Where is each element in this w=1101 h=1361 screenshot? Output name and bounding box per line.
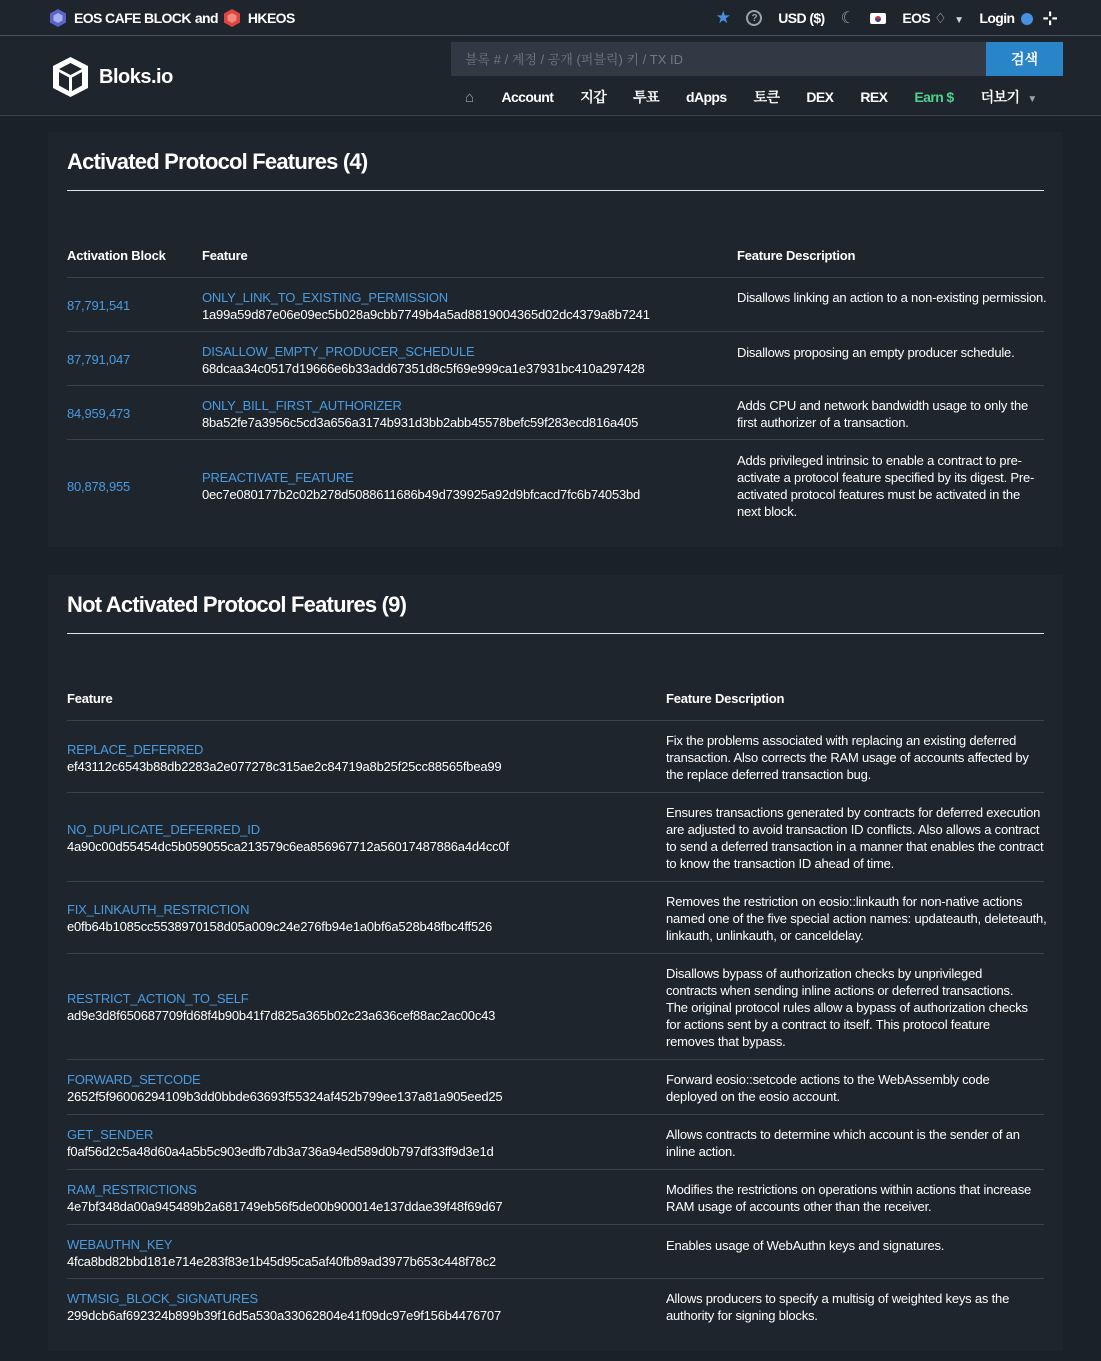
table-row <box>67 882 1047 954</box>
promo-and: and <box>194 10 218 26</box>
feature-cell <box>67 901 492 935</box>
help-icon[interactable]: ? <box>746 10 762 26</box>
nav-rex[interactable]: REX <box>860 89 888 105</box>
feature-digest: ad9e3d8f650687709fd68f4b90b41f7d825a365b02c23a636cef88ac2ac00c43 <box>67 1008 496 1023</box>
table-row <box>67 793 1044 882</box>
feature-name-link[interactable]: FORWARD_SETCODE <box>67 1072 201 1087</box>
table-header <box>67 691 1044 721</box>
chevron-down-icon: ▼ <box>1027 94 1037 105</box>
nav-more-label: 더보기 <box>980 89 1020 105</box>
feature-cell <box>67 1071 502 1105</box>
nav-wallet[interactable]: 지갑 <box>580 89 607 105</box>
nav-earn[interactable]: Earn $ <box>914 89 954 105</box>
login-badge-icon <box>1021 13 1033 25</box>
currency-selector[interactable]: USD ($) <box>778 10 825 26</box>
feature-description: Removes the restriction on eosio::linkauth for non-native actions named one of the five special action names: updateauth, deleteauth, linkauth, unlinkauth, or canceldelay. <box>666 894 1047 943</box>
feature-digest: f0af56d2c5a48d60a4a5b5c903edfb7db3a736a94ed589d0b797df33ff9d3e1d <box>67 1144 494 1159</box>
table-row <box>67 332 1044 386</box>
not-activated-table <box>67 691 1047 1339</box>
feature-description: Adds privileged intrinsic to enable a contract to pre-activate a protocol feature specified by its digest. Pre-activated protocol features must be activated in the next block. <box>737 453 1035 519</box>
feature-description: Ensures transactions generated by contracts for deferred execution are adjusted to avoid transaction ID conflicts. Also allows a contract to send a deferred transaction in a manner that enables the contract to know the transaction ID ahead of time. <box>666 805 1044 871</box>
header-feature: Feature <box>67 691 113 706</box>
activation-block-link[interactable]: 87,791,047 <box>67 352 131 367</box>
header-feature: Feature <box>202 248 248 263</box>
activated-table <box>67 248 1047 530</box>
feature-name-link[interactable]: ONLY_LINK_TO_EXISTING_PERMISSION <box>202 290 448 305</box>
feature-description: Enables usage of WebAuthn keys and signatures. <box>666 1238 945 1253</box>
promo-name-2: HKEOS <box>247 10 295 26</box>
feature-name-link[interactable]: RESTRICT_ACTION_TO_SELF <box>67 991 249 1006</box>
eos-icon: ♢ <box>934 9 947 26</box>
feature-name-link[interactable]: WEBAUTHN_KEY <box>67 1237 173 1252</box>
feature-description: Adds CPU and network bandwidth usage to only the first authorizer of a transaction. <box>737 398 1029 430</box>
title-divider <box>67 190 1044 191</box>
feature-name-link[interactable]: RAM_RESTRICTIONS <box>67 1182 197 1197</box>
search-input[interactable] <box>451 42 986 76</box>
feature-description: Disallows proposing an empty producer schedule. <box>737 345 1015 360</box>
feature-cell <box>202 469 640 503</box>
table-row <box>67 1279 1044 1339</box>
header-feature-description: Feature Description <box>737 248 856 263</box>
search-bar <box>451 42 1063 76</box>
not-activated-features-card <box>48 575 1063 1351</box>
feature-cell <box>202 397 638 431</box>
feature-digest: 68dcaa34c0517d19666e6b33add67351d8c5f69e999ca1e37931bc410a297428 <box>202 361 645 376</box>
feature-digest: 8ba52fe7a3956c5cd3a656a3174b931d3bb2abb45578befc59f283ecd816a405 <box>202 415 639 430</box>
header-feature-description: Feature Description <box>666 691 785 706</box>
feature-name-link[interactable]: PREACTIVATE_FEATURE <box>202 470 354 485</box>
not-activated-title: Not Activated Protocol Features (9) <box>67 592 407 617</box>
table-row <box>67 440 1044 530</box>
feature-cell <box>67 1236 496 1270</box>
brand-name: Bloks.io <box>99 65 173 88</box>
table-row <box>67 721 1044 793</box>
bloks-cube-logo-icon <box>50 55 91 99</box>
site-logo[interactable] <box>50 55 173 99</box>
producer-promo[interactable] <box>48 0 295 36</box>
table-row <box>67 1170 1044 1225</box>
network-label: EOS <box>902 9 931 26</box>
feature-cell <box>202 343 645 377</box>
activation-block-link[interactable]: 87,791,541 <box>67 298 131 313</box>
feature-name-link[interactable]: GET_SENDER <box>67 1127 154 1142</box>
nav-vote[interactable]: 투표 <box>633 89 659 105</box>
top-bar <box>0 0 1101 36</box>
dark-mode-moon-icon[interactable]: ☾ <box>840 10 855 27</box>
feature-name-link[interactable]: WTMSIG_BLOCK_SIGNATURES <box>67 1291 258 1306</box>
search-button[interactable]: 검색 <box>986 42 1063 76</box>
feature-cell <box>67 1126 494 1160</box>
feature-description: Fix the problems associated with replacing an existing deferred transaction. Also corrects the RAM usage of accounts affected by the replace deferred transaction bug. <box>666 733 1029 782</box>
header-activation-block: Activation Block <box>67 248 166 263</box>
table-row <box>67 954 1044 1060</box>
feature-description: Forward eosio::setcode actions to the WebAssembly code deployed on the eosio account. <box>666 1072 990 1104</box>
nav-more[interactable] <box>981 87 1037 107</box>
main-nav <box>465 86 1064 108</box>
feature-cell <box>202 289 650 323</box>
hkeos-logo-icon <box>222 8 242 28</box>
nav-dapps[interactable]: dApps <box>686 89 727 105</box>
feature-description: Disallows bypass of authorization checks by unprivileged contracts when sending inline actions or deferred transactions. The original protocol rules allow a bypass of authorization checks for actions sent by a contract to itself. This protocol feature removes that bypass. <box>666 966 1028 1049</box>
feature-digest: 2652f5f96006294109b3dd0bbde63693f55324af452b799ee137a81a905eed25 <box>67 1089 503 1104</box>
login-label: Login <box>979 10 1015 26</box>
table-row <box>67 1225 1044 1279</box>
feature-cell <box>67 1181 502 1215</box>
feature-digest: ef43112c6543b88db2283a2e077278c315ae2c84719a8b25f25cc88565fbea99 <box>67 759 502 774</box>
table-row <box>67 1115 1044 1170</box>
favorites-star-icon[interactable]: ★ <box>715 8 731 27</box>
feature-cell <box>67 1290 501 1324</box>
main-header <box>0 36 1101 116</box>
feature-cell <box>67 990 495 1024</box>
login-button[interactable] <box>979 10 1032 26</box>
eos-cafe-logo-icon <box>48 8 68 28</box>
feature-digest: 299dcb6af692324b899b39f16d5a530a33062804e41f09dc97e9f156b4476707 <box>67 1308 501 1323</box>
feature-name-link[interactable]: DISALLOW_EMPTY_PRODUCER_SCHEDULE <box>202 344 475 359</box>
feature-cell <box>67 741 501 775</box>
feature-digest: 0ec7e080177b2c02b278d5088611686b49d739925a92d9bfcacd7fc6b74053bd <box>202 487 641 502</box>
feature-digest: 1a99a59d87e06e09ec5b028a9cbb7749b4a5ad8819004365d02dc4379a8b7241 <box>202 307 650 322</box>
chevron-down-icon: ▼ <box>954 14 964 26</box>
nav-dex[interactable]: DEX <box>806 89 834 105</box>
feature-name-link[interactable]: REPLACE_DEFERRED <box>67 742 204 757</box>
profile-icon[interactable]: ⊹ <box>1042 7 1057 28</box>
feature-description: Allows contracts to determine which account is the sender of an inline action. <box>666 1127 1020 1159</box>
title-divider <box>67 633 1044 634</box>
feature-description: Modifies the restrictions on operations within actions that increase RAM usage of accounts other than the receiver. <box>666 1182 1032 1214</box>
activated-title: Activated Protocol Features (4) <box>67 149 368 174</box>
table-row <box>67 278 1047 332</box>
feature-name-link[interactable]: NO_DUPLICATE_DEFERRED_ID <box>67 822 260 837</box>
language-flag-icon[interactable] <box>870 13 886 24</box>
feature-digest: e0fb64b1085cc5538970158d05a009c24e276fb94e1a0bf6a528b48fbc4ff526 <box>67 919 493 934</box>
activation-block-link[interactable]: 84,959,473 <box>67 406 131 421</box>
nav-tokens[interactable]: 토큰 <box>753 89 780 105</box>
promo-name-1: EOS CAFE BLOCK <box>74 10 191 26</box>
network-selector[interactable] <box>902 10 963 27</box>
table-row <box>67 386 1044 440</box>
activated-features-card <box>48 132 1063 547</box>
feature-digest: 4fca8bd82bbd181e714e283f83e1b45d95ca5af40fb89ad3977b653c448f78c2 <box>67 1254 496 1269</box>
feature-digest: 4a90c00d55454dc5b059055ca213579c6ea856967712a56017487886a4d4cc0f <box>67 839 509 854</box>
nav-account[interactable]: Account <box>501 89 554 105</box>
feature-name-link[interactable]: FIX_LINKAUTH_RESTRICTION <box>67 902 250 917</box>
home-icon[interactable]: ⌂ <box>465 88 474 106</box>
feature-digest: 4e7bf348da00a945489b2a681749eb56f5de00b900014e137ddae39f48f69d67 <box>67 1199 503 1214</box>
table-header <box>67 248 1044 278</box>
feature-description: Disallows linking an action to a non-existing permission. <box>737 290 1047 305</box>
feature-description: Allows producers to specify a multisig of weighted keys as the authority for signing blocks. <box>666 1291 1010 1323</box>
activation-block-link[interactable]: 80,878,955 <box>67 479 131 494</box>
feature-cell <box>67 821 509 855</box>
table-row <box>67 1060 1044 1115</box>
feature-name-link[interactable]: ONLY_BILL_FIRST_AUTHORIZER <box>202 398 402 413</box>
